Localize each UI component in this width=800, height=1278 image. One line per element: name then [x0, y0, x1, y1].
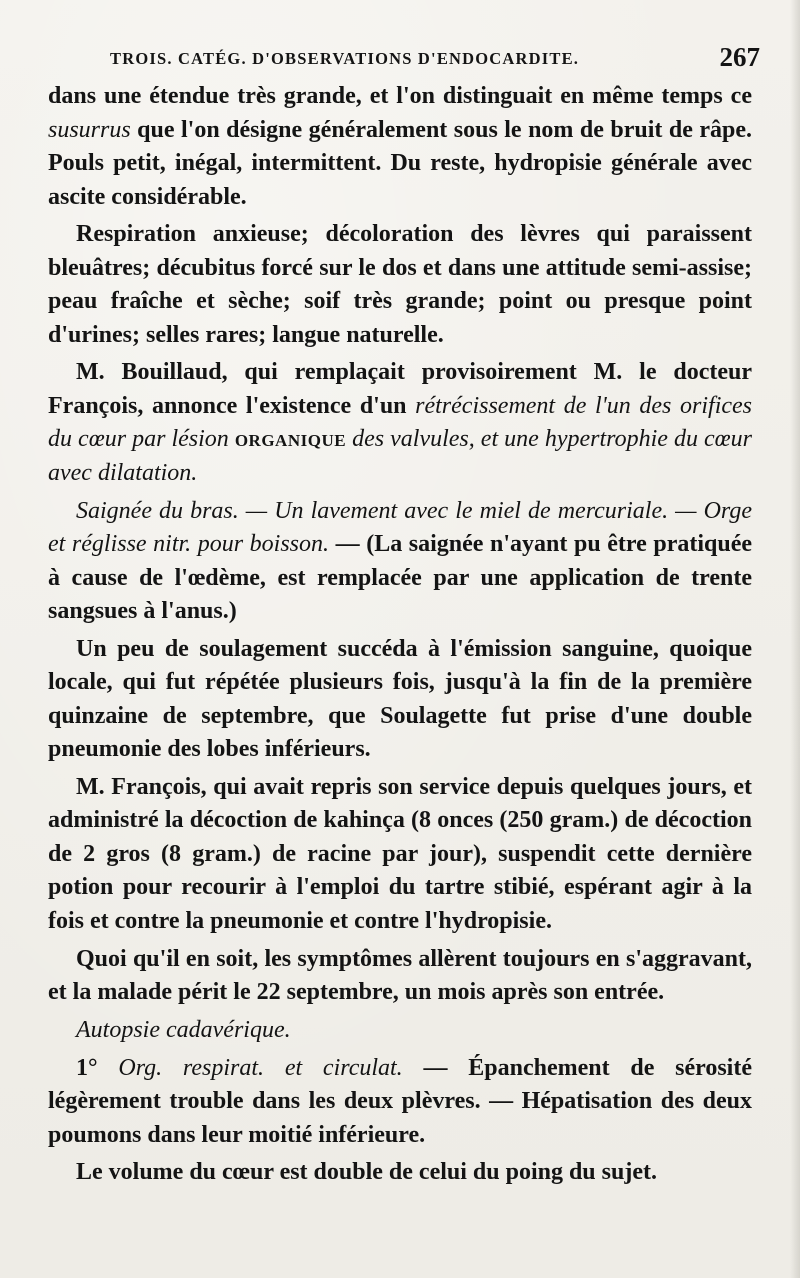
paragraph-4-italic: Saignée du bras. — Un lavement avec le miel de mercuriale. — Orge et réglisse nitr. pour boisson. [48, 497, 752, 558]
paragraph-1-text: dans une étendue très grande, et l'on distinguait en même temps ce [48, 83, 752, 109]
paragraph-1 [48, 80, 752, 214]
paragraph-1-text-b: que l'on désigne généralement sous le nom de bruit de râpe. Pouls petit, inégal, intermittent. Du reste, hydropisie générale avec ascite considérable. [48, 116, 752, 210]
paragraph-3-text: M. Bouillaud, qui remplaçait provisoirement M. le docteur François, annonce l'existence d'un [48, 359, 752, 419]
paragraph-3-italic-1: rétrécissement de l'un des orifices du cœur par lésion [48, 392, 752, 453]
paragraph-9-text: — Épanchement de sérosité légèrement trouble dans les deux plèvres. — Hépatisation des deux poumons dans leur moitié inférieure. [48, 1054, 752, 1148]
paragraph-3-italic-2: des valvules, et une hypertrophie du cœur avec dilatation. [48, 426, 753, 486]
paragraph-4 [48, 495, 752, 629]
page-number: 267 [719, 42, 760, 72]
paragraph-10: Le volume du cœur est double de celui du poing du sujet. [76, 1159, 657, 1186]
running-title: TROIS. CATÉG. D'OBSERVATIONS D'ENDOCARDITE. [110, 49, 580, 68]
section-heading-autopsie: Autopsie cadavérique. [76, 1016, 291, 1043]
paragraph-3 [48, 356, 752, 490]
paragraph-7: Quoi qu'il en soit, les symptômes allèrent toujours en s'aggravant, et la malade périt le 22 septembre, un mois après son entrée. [48, 945, 752, 1006]
paragraph-2: Respiration anxieuse; décoloration des lèvres qui paraissent bleuâtres; décubitus forcé sur le dos et dans une attitude semi-assise; peau fraîche et sèche; soif très grande; point ou presque point d'urines; selles rares; langue naturelle. [48, 221, 752, 348]
paragraph-6: M. François, qui avait repris son service depuis quelques jours, et administré la décoction de kahinça (8 onces (250 gram.) de décoction de 2 gros (8 gram.) de racine par jour), suspendit cette dernière potion pour recourir à l'emploi du tartre stibié, espérant agir à la fois et contre la pneumonie et contre l'hydropisie. [48, 773, 752, 934]
paragraph-1-italic: susurrus [48, 116, 131, 143]
paragraph-5: Un peu de soulagement succéda à l'émission sanguine, quoique locale, qui fut répétée plusieurs fois, jusqu'à la fin de la première quinzaine de septembre, que Soulagette fut prise d'une double pneumonie des lobes inférieurs. [48, 635, 752, 763]
paragraph-3-small-caps: organique [234, 426, 347, 453]
paragraph-9-number: 1° [76, 1054, 119, 1081]
paragraph-4-text: — (La saignée n'ayant pu être pratiquée à cause de l'œdème, est remplacée par une application de trente sangsues à l'anus.) [48, 531, 753, 625]
page-header [110, 42, 760, 78]
body-text [48, 80, 752, 1194]
paragraph-9-italic: Org. respirat. et circulat. [118, 1054, 403, 1081]
paragraph-9 [48, 1052, 752, 1153]
scan-edge-shadow [790, 0, 800, 1278]
